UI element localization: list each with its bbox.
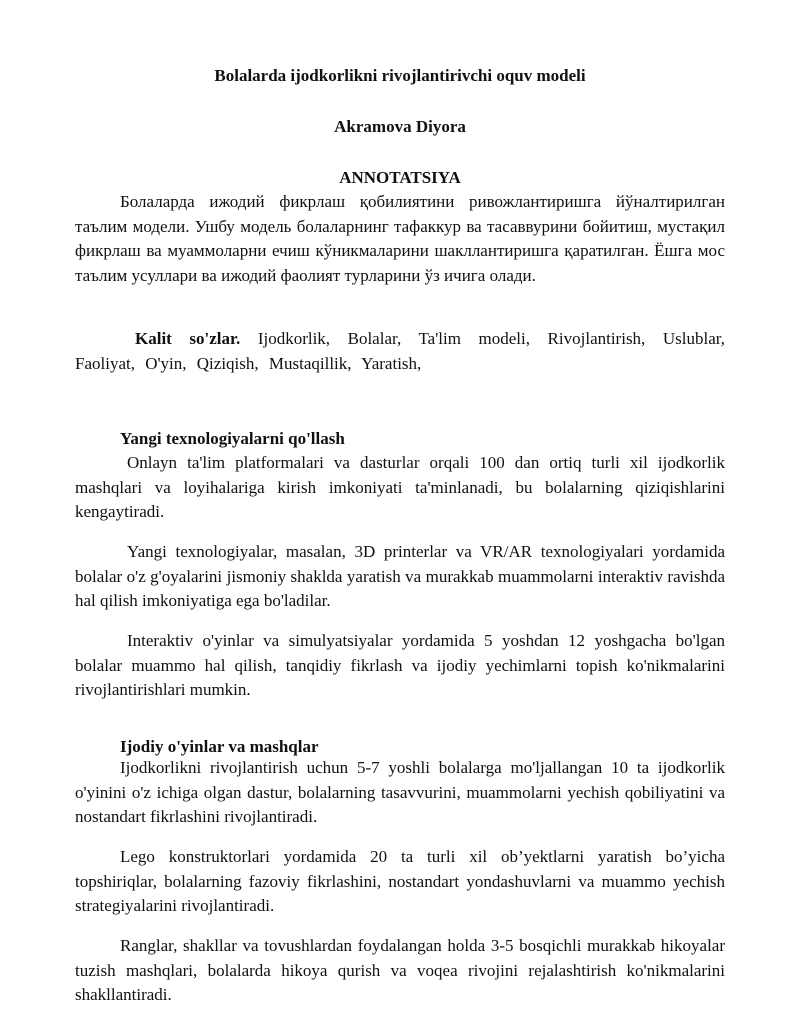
section-paragraph: Ijodkorlikni rivojlantirish uchun 5-7 yoshli bolalarga mo'ljallangan 10 ta ijodkorlik o'yinini o'z ichiga olgan dastur, bolalarning tasavvurini, muammolarni yechish qobiliyatini va nostandart fikrlashini rivojlantiradi.: [75, 758, 725, 826]
section-paragraph: Ranglar, shakllar va tovushlardan foydalangan holda 3-5 bosqichli murakkab hikoyalar tuzish mashqlari, bolalarda hikoya qurish va voqea rivojini rejalashtirish ko'nikmalarini shakllantiradi.: [75, 936, 725, 1004]
section-heading: Ijodiy o'yinlar va mashqlar: [120, 737, 319, 756]
keywords-paragraph: [75, 327, 725, 376]
section-paragraph: Lego konstruktorlari yordamida 20 ta turli xil ob’yektlarni yaratish bo’yicha topshiriqlar, bolalarning fazoviy fikrlashini, nostandart yondashuvlarni va muammo yechish strategiyalarini rivojlantiradi.: [75, 847, 725, 915]
keywords-label: Kalit so'zlar.: [135, 329, 241, 348]
section-paragraph: Onlayn ta'lim platformalari va dasturlar orqali 100 dan ortiq turli xil ijodkorlik mashqlari va loyihalariga kirish imkoniyati ta'minlanadi, bu bolalarning qiziqishlarini kengaytiradi.: [75, 453, 725, 521]
author-name: Akramova Diyora: [334, 117, 466, 136]
section-paragraph: Interaktiv o'yinlar va simulyatsiyalar yordamida 5 yoshdan 12 yoshgacha bo'lgan bolalar muammo hal qilish, tanqidiy fikrlash va ijodiy yechimlarni topish ko'nikmalarini rivojlantirishlari mumkin.: [75, 631, 725, 699]
abstract-heading: ANNOTATSIYA: [339, 168, 461, 187]
section-paragraph: Yangi texnologiyalar, masalan, 3D printerlar va VR/AR texnologiyalari yordamida bolalar o'z g'oyalarini jismoniy shaklda yaratish va murakkab muammolarni interaktiv ravishda hal qilish imkoniyatiga ega bo'ladilar.: [75, 542, 725, 610]
paper-title: Bolalarda ijodkorlikni rivojlantirivchi oquv modeli: [214, 66, 586, 85]
section-heading: Yangi texnologiyalarni qo'llash: [120, 429, 345, 448]
abstract-text: Болаларда ижодий фикрлаш қобилиятини ривожлантиришга йўналтирилган таълим модели. Ушбу модель болаларнинг тафаккур ва тасаввурини бойитиш, мустақил фикрлаш ва муаммоларни ечиш кўникмаларини шакллантиришга қаратилган. Ёшга мос таълим усуллари ва ижодий фаолият турларини ўз ичига олади.: [75, 192, 725, 285]
keywords-list: Ijodkorlik, Bolalar, Ta'lim modeli, Rivojlantirish, Uslublar, Faoliyat, O'yin, Qiziqish, Mustaqillik, Yaratish,: [75, 329, 725, 373]
